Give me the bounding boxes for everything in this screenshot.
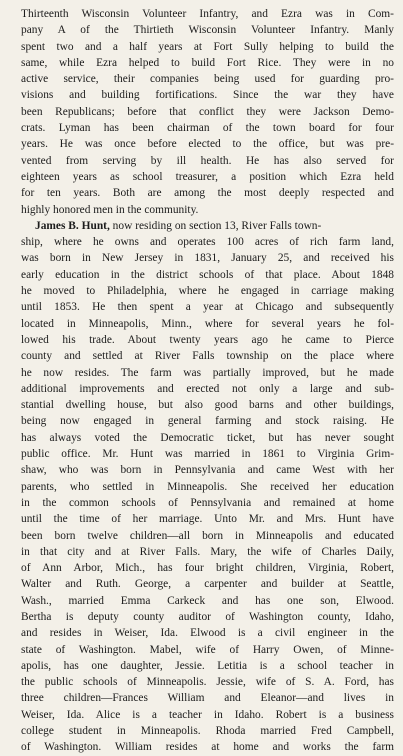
text-line: Wash., married Emma Carkeck and has one son, Elwood. (21, 594, 394, 607)
text-line: in that city and at River Falls. Mary, the wife of Charles Daily, (21, 545, 394, 558)
text-line: been born twelve children—all born in Minneapolis and educated (21, 529, 394, 542)
text-line: Bertha is deputy county auditor of Washington county, Idaho, (21, 610, 394, 623)
text-line: until 1853. He then spent a year at Chicago and subsequently (21, 301, 394, 314)
text-line: stantial dwelling house, but also good barns and other buildings, (21, 399, 394, 412)
text-line: for ten years. Both are among the most deeply respected and (21, 187, 394, 200)
text-line: county and settled at River Falls township on the place where (21, 350, 394, 363)
text-line: pany A of the Thirtieth Wisconsin Volunteer Infantry. Manly (21, 24, 394, 37)
text-line: being now engaged in general farming and stock raising. He (21, 415, 394, 428)
text-line: apolis, has one daughter, Jessie. Letitia is a school teacher in (21, 659, 394, 672)
text-line: of Ann Arbor, Mich., has four bright children, Virginia, Robert, (21, 562, 394, 575)
paragraph-2 (21, 218, 394, 756)
text-line: lowed his trade. About twenty years ago he came to Pierce (21, 333, 394, 346)
text-line: of Washington. William resides at home and works the farm (21, 741, 394, 754)
text-line: state of Washington. Mabel, wife of Harry Owen, of Minne- (21, 643, 394, 656)
text-line: located in Minneapolis, Minn., where for several years he fol- (21, 317, 394, 330)
text-line: Walter and Ruth. George, a carpenter and builder at Seattle, (21, 578, 394, 591)
text-line: ship, where he owns and operates 100 acres of rich farm land, (21, 236, 394, 249)
text-line: shaw, who was born in Pennsylvania and came West with her (21, 464, 394, 477)
text-line: additional improvements and erected not only a large and sub- (21, 382, 394, 395)
text-line: has always voted the Democratic ticket, but has never sought (21, 431, 394, 444)
text-line: he now resides. The farm was partially improved, but he made (21, 366, 394, 379)
text-line: eighteen years as school treasurer, a position which Ezra held (21, 170, 394, 183)
text-line: college student in Minneapolis. Rhoda married Fred Campbell, (21, 725, 394, 738)
text-line: crats. Lyman has been chairman of the town board for four (21, 122, 394, 135)
text-line: Weiser, Ida. Alice is a teacher in Idaho. Robert is a business (21, 708, 394, 721)
text-line: vented from serving by ill health. He has also served for (21, 154, 394, 167)
text-span: now residing on section 13, River Falls town- (109, 219, 322, 232)
text-line: same, while Ezra helped to build Fort Rice. They were in no (21, 56, 394, 69)
text-line (21, 218, 394, 234)
text-line: been Republicans; before that conflict they were Jackson Demo- (21, 105, 394, 118)
text-line: years. He was once before elected to the office, but was pre- (21, 138, 394, 151)
text-line: three children—Frances William and Eleanor—and lives in (21, 692, 394, 705)
text-line: and resides in Weiser, Ida. Elwood is a civil engineer in the (21, 627, 394, 640)
text-line: early education in the district schools of that place. About 1848 (21, 268, 394, 281)
text-line: the public schools of Minneapolis. Jessie, wife of S. A. Ford, has (21, 676, 394, 689)
text-line: visions and building fortifications. Since the war they have (21, 89, 394, 102)
text-line: parents, who settled in Minneapolis. She received her education (21, 480, 394, 493)
paragraph-1 (21, 6, 394, 218)
person-name: James B. Hunt, (35, 219, 110, 232)
text-line: spent two and a half years at Fort Sully helping to build the (21, 40, 394, 53)
text-line: was born in New Jersey in 1831, January 25, and received his (21, 252, 394, 265)
text-line: active service, their companies being used for guarding pro- (21, 73, 394, 86)
text-line: Thirteenth Wisconsin Volunteer Infantry, and Ezra was in Com- (21, 8, 394, 20)
text-line: until the time of her marriage. Unto Mr. and Mrs. Hunt have (21, 513, 394, 526)
text-line: in the common schools of Pennsylvania and remained at home (21, 496, 394, 509)
text-line: he moved to Philadelphia, where he engaged in carriage making (21, 285, 394, 298)
text-line: public office. Mr. Hunt was married in 1861 to Virginia Grim- (21, 448, 394, 461)
text-line: highly honored men in the community. (21, 203, 199, 216)
